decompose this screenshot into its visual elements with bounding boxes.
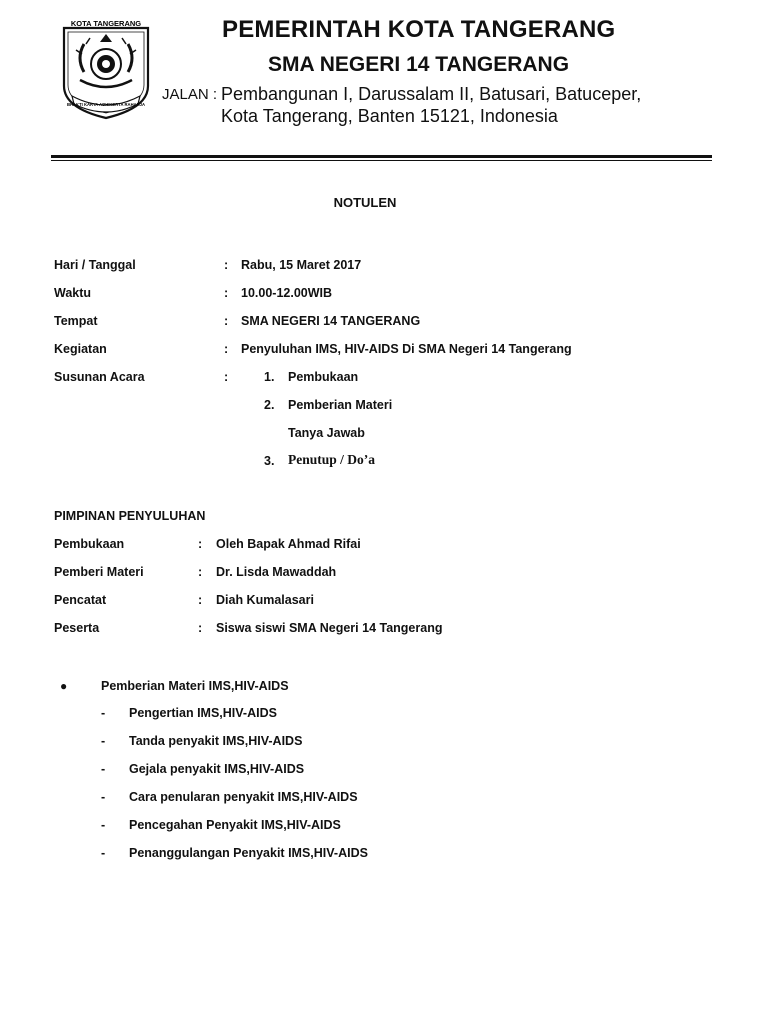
leader-colon: :: [198, 537, 203, 551]
city-emblem-logo: [54, 14, 158, 120]
agenda-number: 2.: [264, 398, 275, 412]
detail-colon: :: [224, 286, 229, 300]
detail-value-date: Rabu, 15 Maret 2017: [241, 258, 362, 272]
material-item: Tanda penyakit IMS,HIV-AIDS: [129, 734, 303, 748]
leader-value: Oleh Bapak Ahmad Rifai: [216, 537, 361, 551]
agenda-item: Tanya Jawab: [288, 426, 365, 440]
detail-label-activity: Kegiatan: [54, 342, 107, 356]
detail-label-place: Tempat: [54, 314, 98, 328]
leader-value: Siswa siswi SMA Negeri 14 Tangerang: [216, 621, 443, 635]
leader-colon: :: [198, 593, 203, 607]
material-item: Cara penularan penyakit IMS,HIV-AIDS: [129, 790, 358, 804]
document-title: NOTULEN: [333, 195, 397, 210]
dash-marker: -: [101, 706, 106, 720]
dash-marker: -: [101, 734, 106, 748]
dash-marker: -: [101, 790, 106, 804]
detail-label-time: Waktu: [54, 286, 92, 300]
material-item: Pencegahan Penyakit IMS,HIV-AIDS: [129, 818, 341, 832]
agenda-number: 3.: [264, 454, 275, 468]
leader-value: Dr. Lisda Mawaddah: [216, 565, 337, 579]
logo-motto: BHAKTI KARYA ADHIKERTA RAHARJA: [66, 102, 146, 107]
detail-colon: :: [224, 314, 229, 328]
detail-value-time: 10.00-12.00WIB: [241, 286, 333, 300]
bullet-icon: ●: [60, 679, 68, 693]
dash-marker: -: [101, 818, 106, 832]
leader-label: Pencatat: [54, 593, 107, 607]
leader-value: Diah Kumalasari: [216, 593, 314, 607]
dash-marker: -: [101, 846, 106, 860]
address-label: JALAN :: [162, 86, 218, 103]
address-line-2: Kota Tangerang, Banten 15121, Indonesia: [221, 106, 558, 126]
agenda-item: Pemberian Materi: [288, 398, 393, 412]
agenda-item: Penutup / Do’a: [288, 452, 376, 467]
government-title: PEMERINTAH KOTA TANGERANG: [222, 16, 616, 43]
detail-colon: :: [224, 258, 229, 272]
agenda-number: 1.: [264, 370, 275, 384]
material-item: Pengertian IMS,HIV-AIDS: [129, 706, 277, 720]
leader-label: Pembukaan: [54, 537, 125, 551]
leader-colon: :: [198, 621, 203, 635]
detail-label-date: Hari / Tanggal: [54, 258, 136, 272]
school-title: SMA NEGERI 14 TANGERANG: [268, 53, 570, 76]
agenda-item: Pembukaan: [288, 370, 359, 384]
detail-value-activity: Penyuluhan IMS, HIV-AIDS Di SMA Negeri 14 Tangerang: [241, 342, 572, 356]
material-item: Gejala penyakit IMS,HIV-AIDS: [129, 762, 305, 776]
agenda-label: Susunan Acara: [54, 370, 145, 384]
address-line-1: Pembangunan I, Darussalam II, Batusari, Batuceper,: [221, 84, 642, 104]
material-heading: Pemberian Materi IMS,HIV-AIDS: [101, 679, 289, 693]
material-item: Penanggulangan Penyakit IMS,HIV-AIDS: [129, 846, 368, 860]
detail-value-place: SMA NEGERI 14 TANGERANG: [241, 314, 421, 328]
leaders-heading: PIMPINAN PENYULUHAN: [54, 509, 206, 523]
leader-colon: :: [198, 565, 203, 579]
detail-colon: :: [224, 342, 229, 356]
logo-text: KOTA TANGERANG: [70, 19, 142, 28]
dash-marker: -: [101, 762, 106, 776]
leader-label: Peserta: [54, 621, 100, 635]
detail-colon: :: [224, 370, 229, 384]
header-divider-thin: [51, 160, 712, 161]
header-divider-thick: [51, 155, 712, 158]
leader-label: Pemberi Materi: [54, 565, 144, 579]
